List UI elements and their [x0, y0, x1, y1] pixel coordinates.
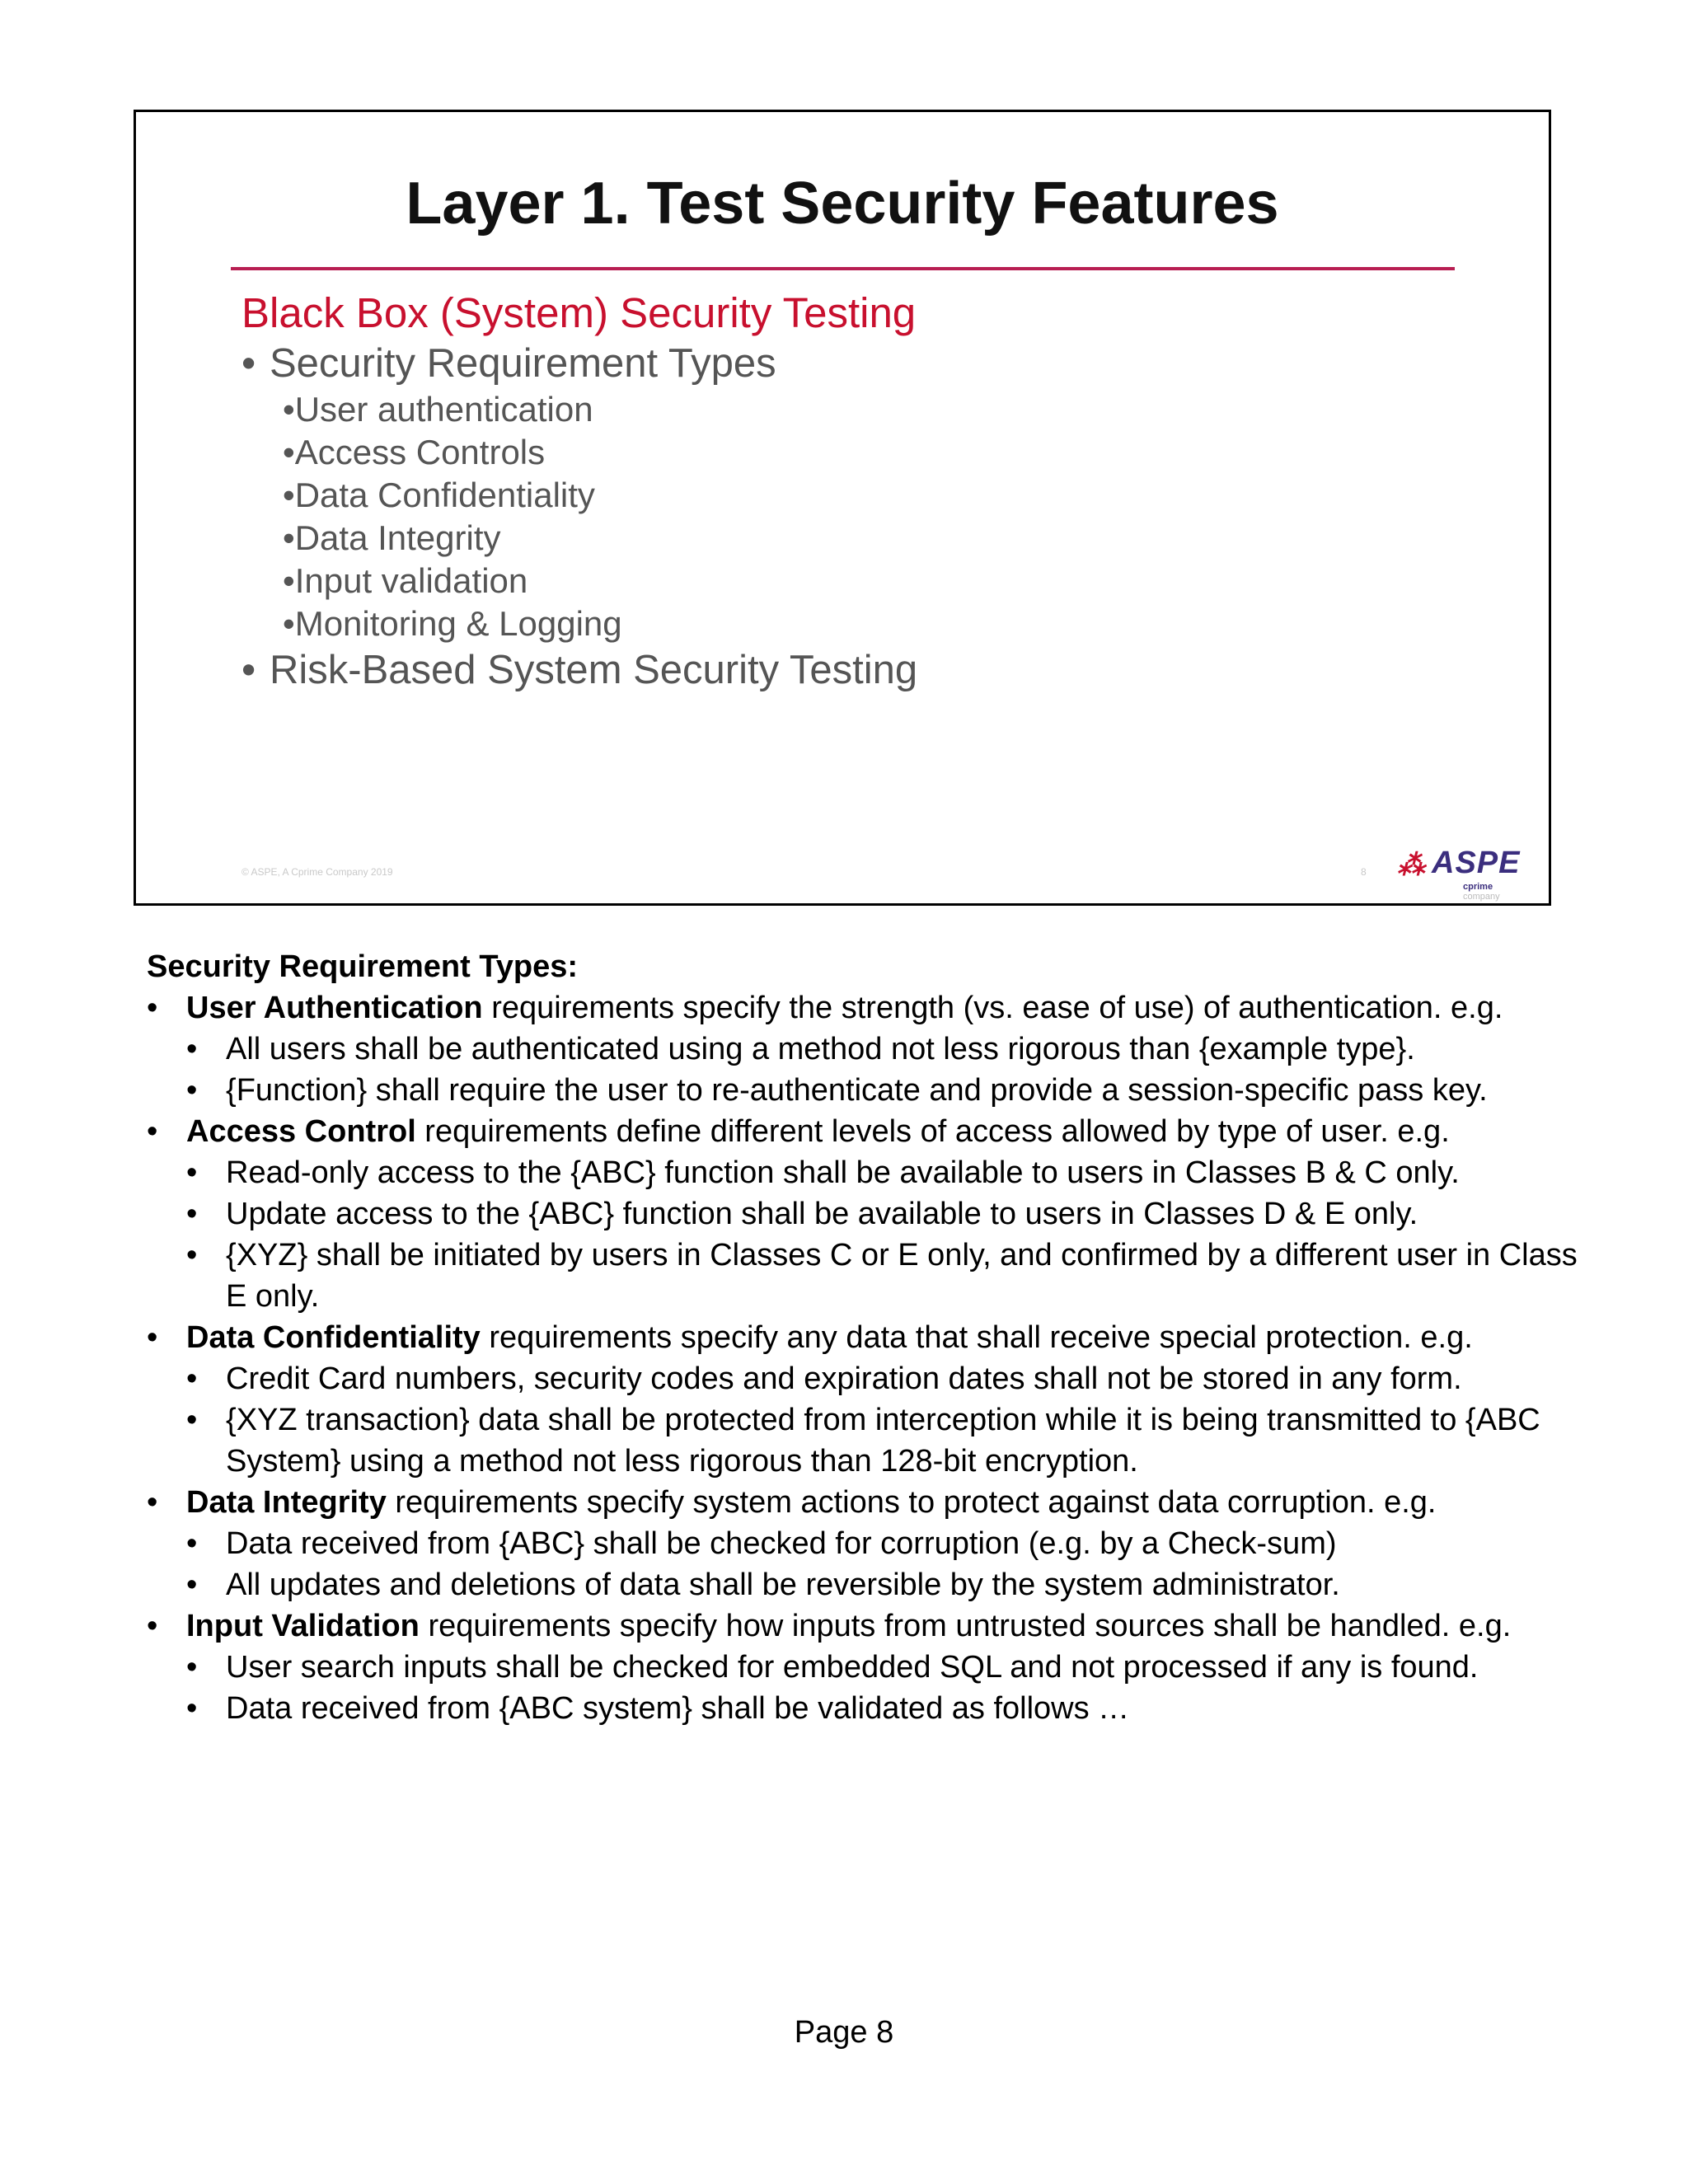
- notes-sub-item: • {XYZ} shall be initiated by users in Classes C or E only, and confirmed by a different user in Class E only.: [147, 1235, 1589, 1317]
- notes-sub-item: • Data received from {ABC} shall be checked for corruption (e.g. by a Check-sum): [147, 1523, 1589, 1564]
- notes-desc: requirements specify the strength (vs. ease of use) of authentication. e.g.: [482, 991, 1503, 1025]
- slide-copyright: © ASPE, A Cprime Company 2019: [241, 866, 393, 878]
- slide-body: [241, 288, 917, 695]
- slide-bullet: • Security Requirement Types: [241, 341, 776, 386]
- notes-sub-item: • Data received from {ABC system} shall be validated as follows …: [147, 1688, 1589, 1729]
- notes-item-data-confidentiality: [147, 1317, 1589, 1358]
- slide-title: Layer 1. Test Security Features: [406, 171, 1279, 237]
- notes-sub-item: • All updates and deletions of data shall be reversible by the system administrator.: [147, 1564, 1589, 1605]
- logo-sub-light: company: [1463, 892, 1500, 902]
- slide-subtitle: Black Box (System) Security Testing: [241, 289, 917, 336]
- notes-sub-item: • Read-only access to the {ABC} function shall be available to users in Classes B & C only.: [147, 1152, 1589, 1193]
- notes-desc: requirements specify how inputs from untrusted sources shall be handled. e.g.: [419, 1609, 1512, 1643]
- slide-sub-bullet: •Access Controls: [283, 433, 546, 471]
- slide-sub-bullet: •Monitoring & Logging: [283, 604, 622, 643]
- slide-sub-bullet: •Input validation: [283, 561, 528, 600]
- notes-term: Input Validation: [186, 1609, 420, 1643]
- notes-sub-item: • Credit Card numbers, security codes and expiration dates shall not be stored in any form.: [147, 1358, 1589, 1399]
- notes-sub-item: • All users shall be authenticated using a method not less rigorous than {example type}.: [147, 1029, 1589, 1070]
- slide-frame: [134, 110, 1551, 906]
- notes-desc: requirements specify any data that shall receive special protection. e.g.: [480, 1320, 1473, 1355]
- notes-item-input-validation: [147, 1605, 1589, 1647]
- slide-number: 8: [1361, 866, 1367, 878]
- aspe-logo-icon: ⁂: [1397, 850, 1425, 881]
- notes-term: Data Confidentiality: [186, 1320, 481, 1355]
- notes-sub-item: • {XYZ transaction} data shall be protected from interception while it is being transmitted to {ABC System} using a method not less rigorous than 128-bit encryption.: [147, 1399, 1589, 1482]
- page-number: Page 8: [794, 2015, 894, 2050]
- notes-item-data-integrity: [147, 1482, 1589, 1523]
- notes-term: Access Control: [186, 1114, 416, 1149]
- notes-item-user-authentication: [147, 987, 1589, 1029]
- notes-item-access-control: [147, 1111, 1589, 1152]
- speaker-notes: [147, 946, 1589, 1729]
- slide-sub-bullet: •User authentication: [283, 390, 593, 429]
- notes-heading: Security Requirement Types:: [147, 949, 579, 984]
- logo-sub-bold: cprime: [1463, 882, 1493, 892]
- slide-sub-bullet: •Data Confidentiality: [283, 476, 595, 514]
- slide-sub-bullet: •Data Integrity: [283, 518, 501, 557]
- notes-sub-item: • {Function} shall require the user to re-authenticate and provide a session-specific pass key.: [147, 1070, 1589, 1111]
- notes-desc: requirements specify system actions to protect against data corruption. e.g.: [386, 1485, 1437, 1520]
- notes-term: User Authentication: [186, 991, 483, 1025]
- slide-bullet-text: Security Requirement Types: [270, 341, 776, 386]
- slide-bullet: • Risk-Based System Security Testing: [241, 648, 918, 692]
- aspe-logo: [1397, 846, 1521, 902]
- notes-sub-item: • User search inputs shall be checked for embedded SQL and not processed if any is found.: [147, 1647, 1589, 1688]
- slide-bullet-text: Risk-Based System Security Testing: [270, 648, 918, 692]
- title-divider: [231, 267, 1455, 270]
- notes-desc: requirements define different levels of access allowed by type of user. e.g.: [415, 1114, 1450, 1149]
- notes-term: Data Integrity: [186, 1485, 387, 1520]
- aspe-logo-text: ASPE: [1432, 846, 1521, 880]
- aspe-logo-subtext: [1463, 882, 1521, 902]
- notes-sub-item: • Update access to the {ABC} function shall be available to users in Classes D & E only.: [147, 1193, 1589, 1235]
